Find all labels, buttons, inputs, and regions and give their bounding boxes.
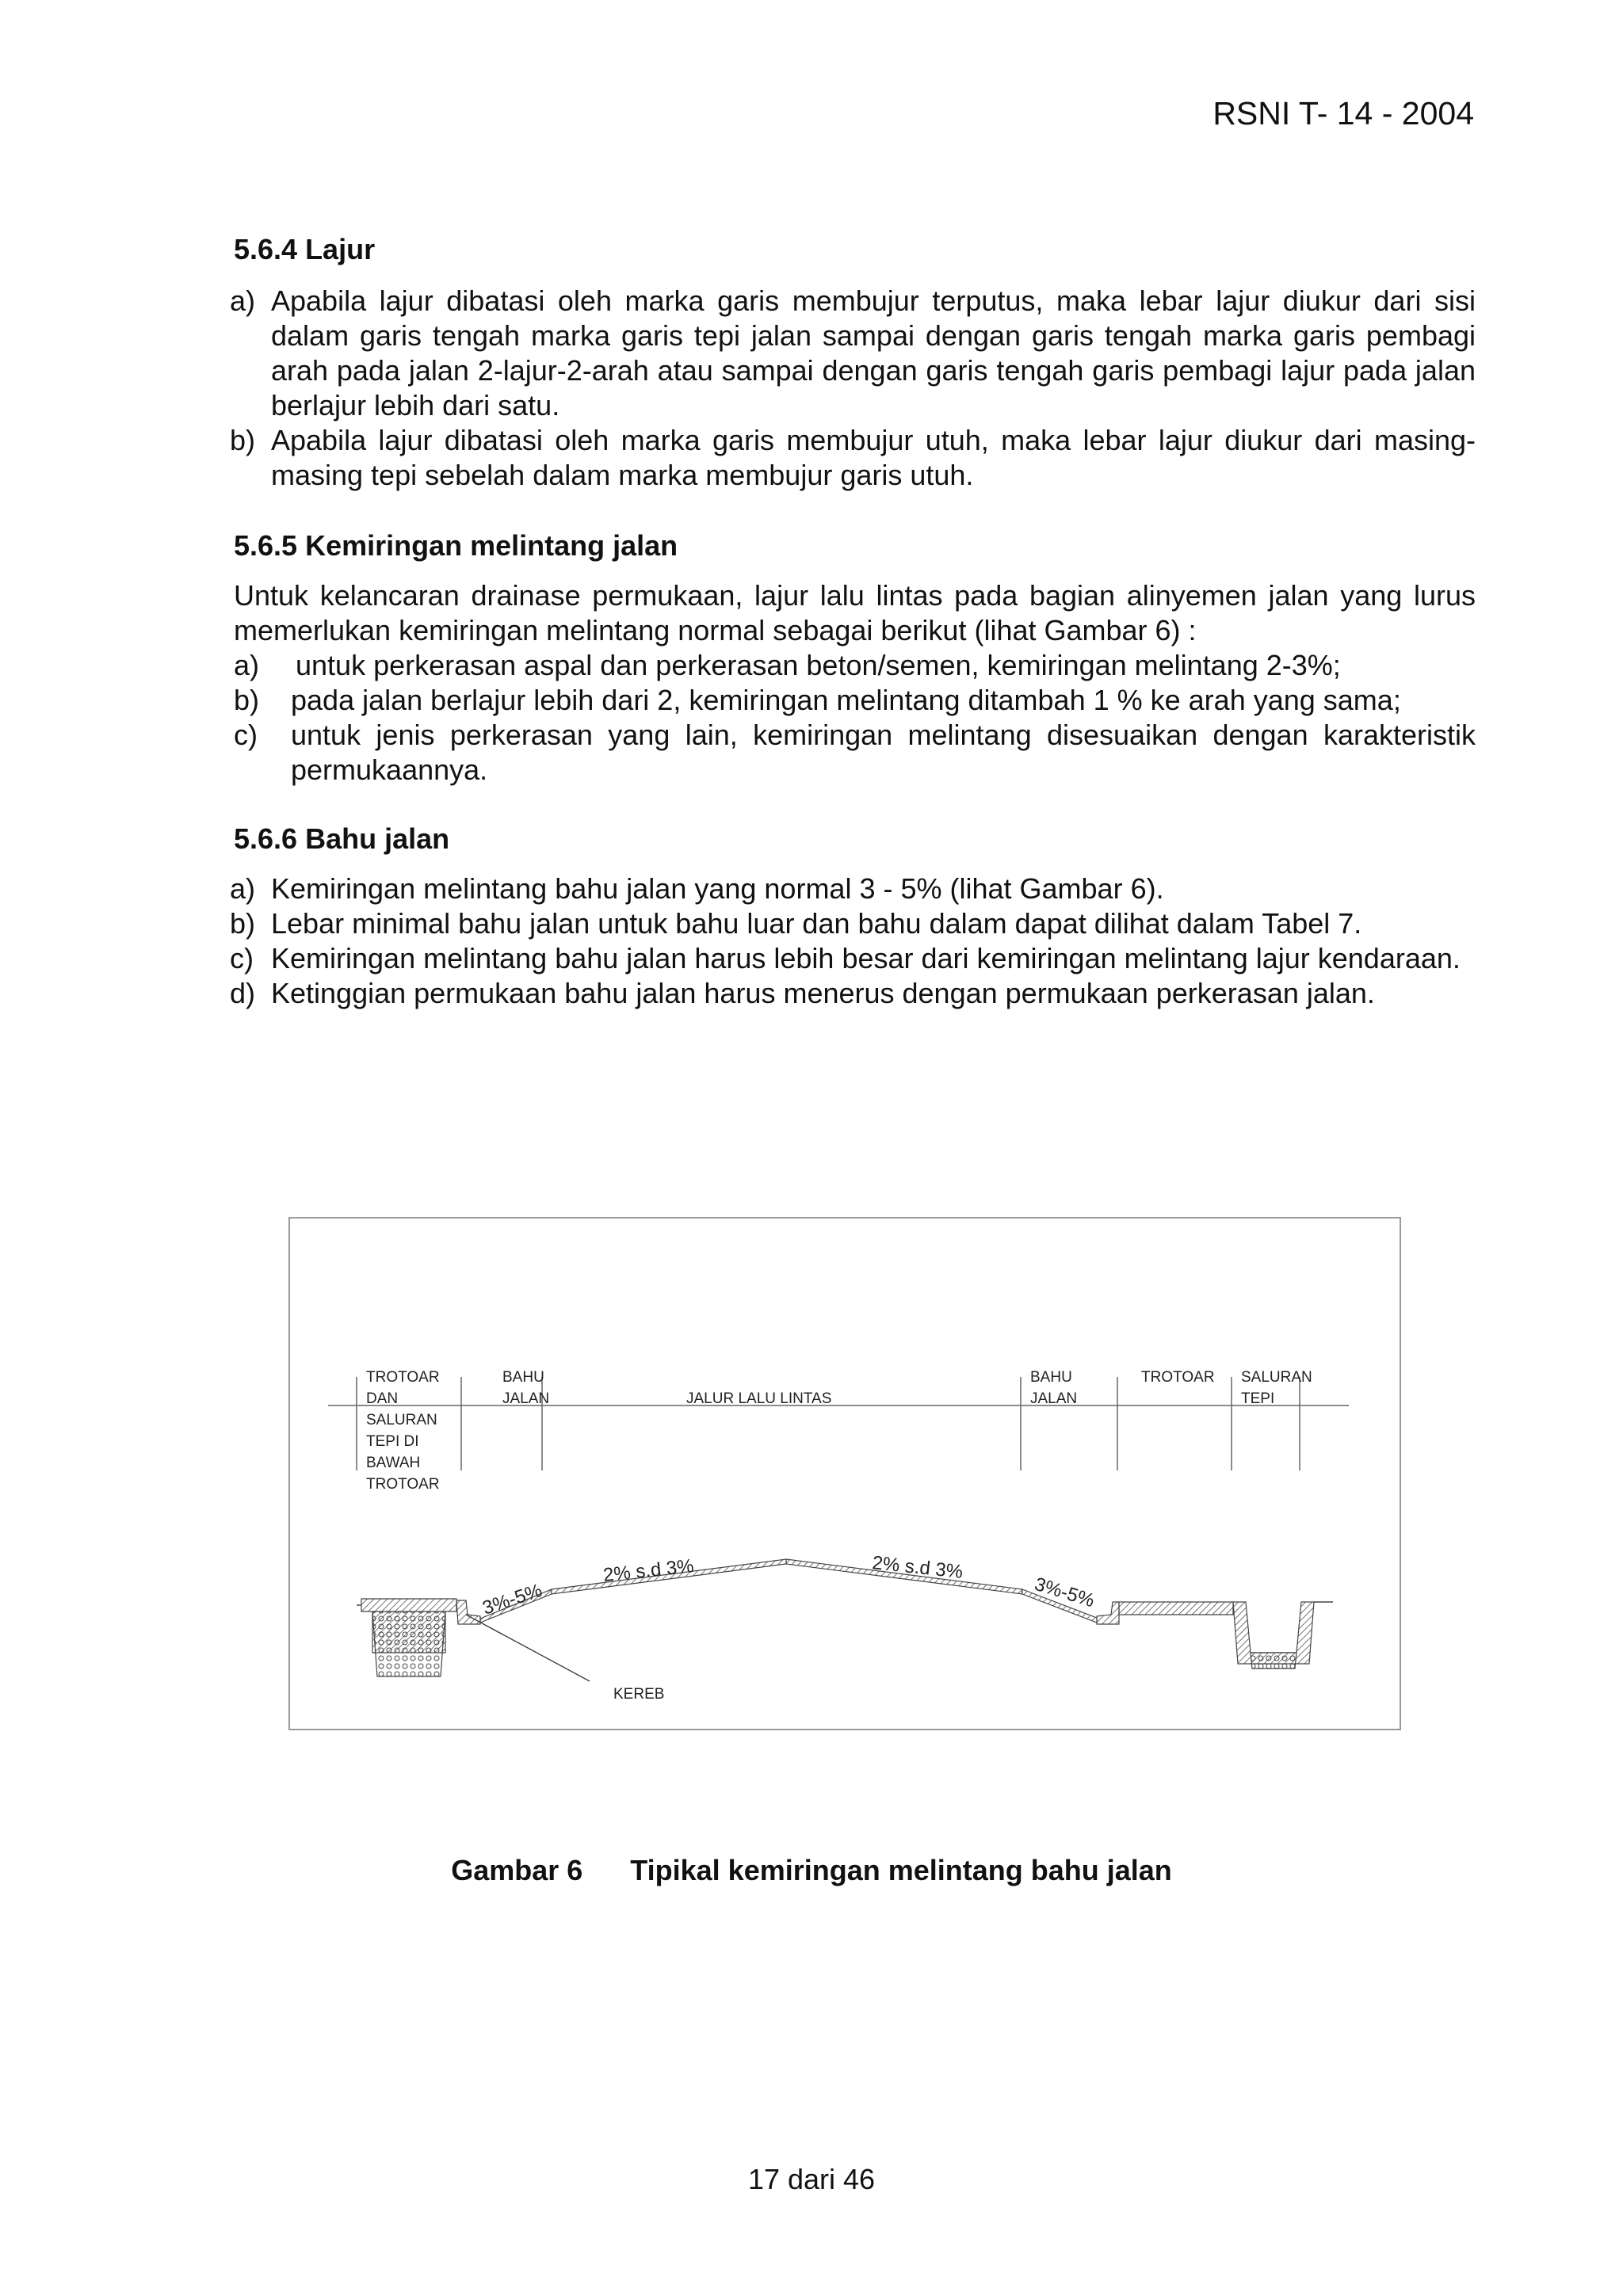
item-text: Kemiringan melintang bahu jalan harus lebih besar dari kemiringan melintang lajur kendaraan. bbox=[271, 942, 1461, 974]
label-kereb: KEREB bbox=[613, 1686, 665, 1703]
item-label: b) bbox=[230, 907, 256, 940]
item-label: b) bbox=[234, 684, 260, 716]
item-text: Apabila lajur dibatasi oleh marka garis membujur terputus, maka lebar lajur diukur dari sisi dalam garis tengah marka garis tepi jalan sampai dengan garis tengah marka garis pembagi arah pada jalan 2-lajur-2-arah atau sampai dengan garis tengah garis pembagi lajur pada jalan berlajur lebih dari satu. bbox=[271, 284, 1476, 421]
caption-number: Gambar 6 bbox=[451, 1854, 583, 1886]
label-bahu-right: BAHU bbox=[1030, 1369, 1072, 1386]
item-text: Kemiringan melintang bahu jalan yang normal 3 - 5% (lihat Gambar 6). bbox=[271, 872, 1164, 905]
label-trotoar-left: SALURAN bbox=[366, 1412, 437, 1428]
item-label: c) bbox=[234, 719, 258, 751]
section-5-6-5-intro: Untuk kelancaran drainase permukaan, lajur lalu lintas pada bagian alinyemen jalan yang lurus memerlukan kemiringan melintang normal sebagai berikut (lihat Gambar 6) : bbox=[234, 579, 1476, 646]
caption-title: Tipikal kemiringan melintang bahu jalan bbox=[630, 1854, 1172, 1886]
list-item bbox=[234, 648, 1476, 683]
item-text: Apabila lajur dibatasi oleh marka garis membujur utuh, maka lebar lajur diukur dari masing-masing tepi sebelah dalam marka membujur garis utuh. bbox=[271, 424, 1476, 491]
label-bahu-right: JALAN bbox=[1030, 1390, 1078, 1407]
label-trotoar-left: TROTOAR bbox=[366, 1369, 440, 1386]
label-bahu-left: BAHU bbox=[502, 1369, 544, 1386]
item-text: Ketinggian permukaan bahu jalan harus menerus dengan permukaan perkerasan jalan. bbox=[271, 977, 1375, 1009]
page-number: 17 dari 46 bbox=[747, 2163, 876, 2195]
right-sidewalk bbox=[1119, 1602, 1233, 1615]
list-item bbox=[230, 906, 1476, 941]
road-profile bbox=[357, 1559, 1333, 1676]
item-label: a) bbox=[234, 649, 260, 681]
list-item bbox=[230, 423, 1476, 493]
label-saluran-right: SALURAN bbox=[1241, 1369, 1312, 1386]
label-bahu-left: JALAN bbox=[502, 1390, 550, 1407]
item-label: c) bbox=[230, 942, 254, 974]
item-label: a) bbox=[230, 872, 256, 905]
list-item bbox=[234, 718, 1476, 788]
item-text: untuk perkerasan aspal dan perkerasan beton/semen, kemiringan melintang 2-3%; bbox=[296, 649, 1341, 681]
road-cross-section-diagram bbox=[290, 1219, 1400, 1729]
section-heading-5-6-5: 5.6.5 Kemiringan melintang jalan bbox=[234, 529, 678, 562]
label-trotoar-right: TROTOAR bbox=[1141, 1369, 1215, 1386]
section-5-6-5-list bbox=[234, 648, 1476, 788]
label-jalur: JALUR LALU LINTAS bbox=[686, 1390, 832, 1407]
slope-label-shoulder-right: 3%-5% bbox=[1032, 1573, 1098, 1612]
label-trotoar-left: DAN bbox=[366, 1390, 399, 1407]
section-5-6-4-list bbox=[230, 284, 1476, 493]
figure-caption bbox=[0, 1854, 1623, 1887]
label-trotoar-left: TEPI DI bbox=[366, 1433, 419, 1450]
item-text: Lebar minimal bahu jalan untuk bahu luar dan bahu dalam dapat dilihat dalam Tabel 7. bbox=[271, 907, 1362, 940]
list-item bbox=[230, 941, 1476, 976]
right-curb bbox=[1097, 1602, 1119, 1624]
item-label: b) bbox=[230, 424, 256, 456]
left-drain bbox=[372, 1611, 445, 1676]
label-trotoar-left: TROTOAR bbox=[366, 1476, 440, 1493]
section-heading-5-6-6: 5.6.6 Bahu jalan bbox=[234, 822, 450, 855]
list-item bbox=[230, 976, 1476, 1011]
item-text: untuk jenis perkerasan yang lain, kemiringan melintang disesuaikan dengan karakteristik permukaannya. bbox=[291, 719, 1476, 786]
item-label: a) bbox=[230, 284, 256, 317]
figure-6-frame bbox=[288, 1217, 1401, 1730]
slope-label-lane-right: 2% s.d 3% bbox=[871, 1552, 964, 1583]
list-item bbox=[234, 683, 1476, 718]
label-saluran-right: TEPI bbox=[1241, 1390, 1275, 1407]
slope-label-shoulder-left: 3%-5% bbox=[479, 1580, 545, 1619]
document-code: RSNI T- 14 - 2004 bbox=[1212, 95, 1474, 132]
item-label: d) bbox=[230, 977, 256, 1009]
slope-label-lane-left: 2% s.d 3% bbox=[601, 1555, 695, 1586]
list-item bbox=[230, 871, 1476, 906]
kereb-leader bbox=[466, 1615, 590, 1681]
label-trotoar-left: BAWAH bbox=[366, 1455, 421, 1471]
section-5-6-6-list bbox=[230, 871, 1476, 1011]
list-item bbox=[230, 284, 1476, 423]
section-heading-5-6-4: 5.6.4 Lajur bbox=[234, 233, 376, 265]
item-text: pada jalan berlajur lebih dari 2, kemiringan melintang ditambah 1 % ke arah yang sama; bbox=[291, 684, 1401, 716]
right-drain bbox=[1251, 1653, 1296, 1669]
